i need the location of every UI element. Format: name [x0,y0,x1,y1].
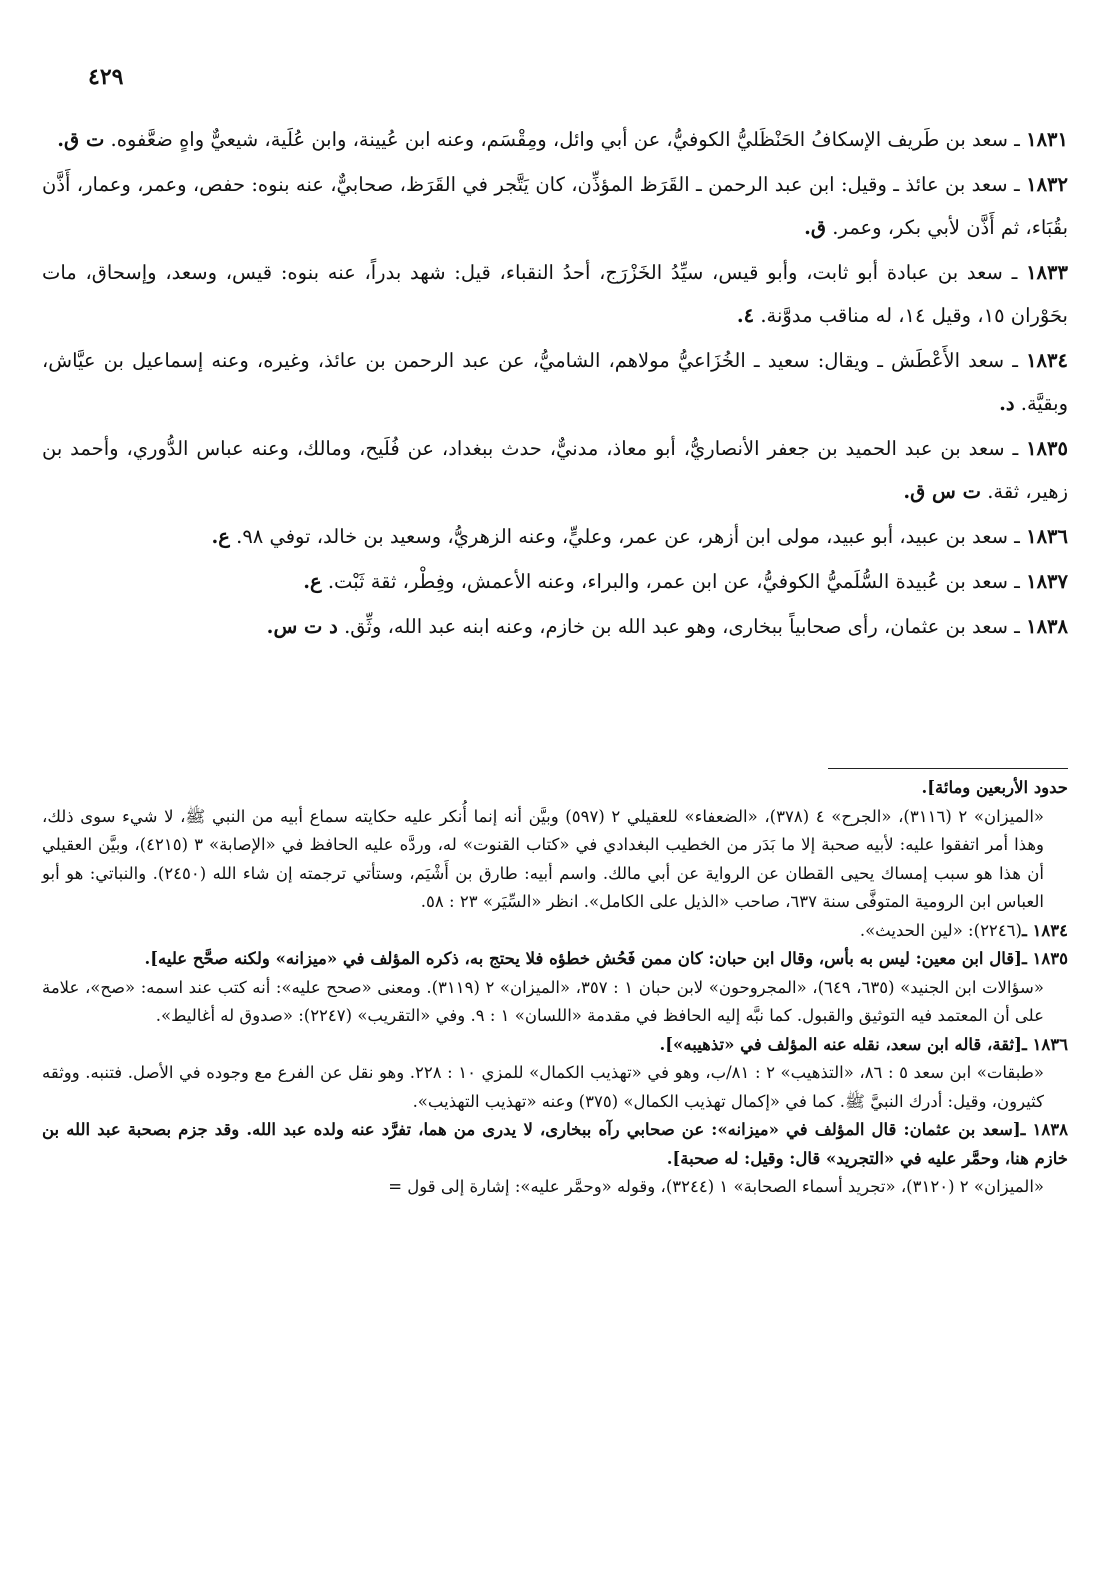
note-number: ١٨٣٥ ـ [1021,949,1068,968]
entry-1837: ١٨٣٧ ـ سعد بن عُبيدة السُّلَميُّ الكوفيُّ، عن ابن عمر، والبراء، وعنه الأعمش، وفِطْر، ثقة ثَبْت. ع. [303,570,1068,593]
entry-1833: ١٨٣٣ ـ سعد بن عبادة أبو ثابت، وأبو قيس، سيِّدُ الخَزْرَج، أحدُ النقباء، قيل: شهد بدراً، عنه بنوه: قيس، وسعد، وإسحاق، مات بحَوْران ١٥، وقيل ١٤، له مناقب مدوَّنة. ٤. [42,261,1068,327]
entry-1836: ١٨٣٦ ـ سعد بن عبيد، أبو عبيد، مولى ابن أزهر، عن عمر، وعليٍّ، وعنه الزهريُّ، وسعيد بن خالد، توفي ٩٨. ع. [211,525,1068,548]
entry-number: ١٨٣١ [1026,128,1068,151]
entry-symbols: د ت س. [266,615,338,638]
entry-text: سعد بن عائذ ـ وقيل: ابن عبد الرحمن ـ القَرَظ المؤذِّن، كان يَتَّجر في القَرَظ، صحابيٌّ، عنه بنوه: حفص، وعمر، وعمار، أَذَّن بقُبَاء، ثم أَذَّن لأبي بكر، وعمر. [42,173,1068,239]
entry-symbols: ع. [211,525,230,548]
entry-text: سعد بن عبادة أبو ثابت، وأبو قيس، سيِّدُ الخَزْرَج، أحدُ النقباء، قيل: شهد بدراً، عنه بنوه: قيس، وسعد، وإسحاق، مات بحَوْران ١٥، وقيل ١٤، له مناقب مدوَّنة. [42,261,1068,327]
entry-number: ١٨٣٢ [1026,173,1068,196]
entry-text: سعد الأَعْطَش ـ ويقال: سعيد ـ الخُزَاعيُّ مولاهم، الشاميُّ، عن عبد الرحمن بن عائذ، وغيره، وعنه إسماعيل بن عيَّاش، وبقيَّة. [42,349,1068,415]
footnote-divider [828,768,1068,769]
entry-text: سعد بن طَريف الإسكافُ الحَنْظَليُّ الكوفيُّ، عن أبي وائل، ومِقْسَم، وعنه ابن عُيينة، وابن عُلَية، شيعيٌّ واهٍ ضعَّفوه. [110,128,1008,151]
entry-1832: ١٨٣٢ ـ سعد بن عائذ ـ وقيل: ابن عبد الرحمن ـ القَرَظ المؤذِّن، كان يَتَّجر في القَرَظ، صحابيٌّ، عنه بنوه: حفص، وعمر، وعمار، أَذَّن بقُبَاء، ثم أَذَّن لأبي بكر، وعمر. ق. [42,173,1068,239]
note-number: ١٨٣٤ ـ [1021,920,1068,940]
note-text: [قال ابن معين: ليس به بأس، وقال ابن حبان: كان ممن فَحُش خطؤه فلا يحتج به، ذكره المؤلف في «ميزانه» ولكنه صحَّح عليه]. [144,949,1022,968]
entry-symbols: ت س ق. [903,480,982,503]
entry-symbols: ٤. [736,304,755,327]
entry-1831: ١٨٣١ ـ سعد بن طَريف الإسكافُ الحَنْظَليُّ الكوفيُّ، عن أبي وائل، ومِقْسَم، وعنه ابن عُيينة، وابن عُلَية، شيعيٌّ واهٍ ضعَّفوه. ت ق. [57,128,1068,151]
entry-text: سعد بن عبد الحميد بن جعفر الأنصاريُّ، أبو معاذ، مدنيٌّ، حدث ببغداد، عن فُلَيح، ومالك، وعنه عباس الدُّوري، وأحمد بن زهير، ثقة. [42,437,1068,503]
entry-symbols: ع. [303,570,322,593]
note-text: (٢٢٤٦): «لين الحديث». [859,920,1022,940]
entry-number: ١٨٣٣ [1026,261,1068,284]
note-number: ١٨٣٦ ـ [1021,1034,1068,1054]
note-text: [سعد بن عثمان: قال المؤلف في «ميزانه»: عن صحابي رآه ببخارى، لا يدرى من هما، تفرَّد عنه ولده عبد الله. وقد جزم بصحبة عبد الله بن خازم هنا، وحمَّر عليه في «التجريد» قال: وقيل: له صحبة]. [42,1120,1068,1168]
entry-text: سعد بن عثمان، رأى صحابياً ببخارى، وهو عبد الله بن خازم، وعنه ابنه عبد الله، وثِّق. [344,615,1008,638]
note-1838-sources: «الميزان» ٢ (٣١٢٠)، «تجريد أسماء الصحابة» ١ (٣٢٤٤)، وقوله «وحمَّر عليه»: إشارة إلى قول = [388,1177,1044,1196]
entry-number: ١٨٣٦ [1026,525,1068,548]
note-1835 [42,945,1068,974]
entry-number: ١٨٣٧ [1026,570,1068,593]
note-1831-sources: «الميزان» ٢ (٣١١٦)، «الجرح» ٤ (٣٧٨)، «الضعفاء» للعقيلي ٢ (٥٩٧) وبيَّن أنه إنما أُنكر عليه حكايته سماع أبيه من النبي ﷺ، لا شيء سوى ذلك، وهذا أمر اتفقوا عليه: لأبيه صحبة إلا ما بَدَر من الخطيب البغدادي في «كتاب القنوت» له، وردَّه عليه الحافظ في «الإصابة» ٣ (٤٢١٥)، وبيَّن العقيلي أن هذا هو سبب إمساك يحيى القطان عن الرواية عن أبي مالك. واسم أبيه: طارق بن أَشْيَم، وستأتي ترجمته إن شاء الله (٢٤٥٠). والنباتي: هو أبو العباس ابن الرومية المتوفَّى سنة ٦٣٧، صاحب «الذيل على الكامل». انظر «السِّيَر» ٢٣ : ٥٨. [42,806,1045,911]
entry-symbols: ق. [804,216,827,239]
note-1836 [42,1031,1068,1060]
note-1838 [42,1116,1068,1173]
entry-1838: ١٨٣٨ ـ سعد بن عثمان، رأى صحابياً ببخارى، وهو عبد الله بن خازم، وعنه ابنه عبد الله، وثِّق. د ت س. [266,615,1068,638]
footnotes [42,774,1068,1202]
note-number: ١٨٣٨ ـ [1020,1120,1068,1139]
entry-text: سعد بن عبيد، أبو عبيد، مولى ابن أزهر، عن عمر، وعليٍّ، وعنه الزهريُّ، وسعيد بن خالد، توفي ٩٨. [236,525,1008,548]
entry-1835: ١٨٣٥ ـ سعد بن عبد الحميد بن جعفر الأنصاريُّ، أبو معاذ، مدنيٌّ، حدث ببغداد، عن فُلَيح، ومالك، وعنه عباس الدُّوري، وأحمد بن زهير، ثقة. ت س ق. [42,437,1068,503]
entry-number: ١٨٣٥ [1026,437,1068,460]
main-entries [42,118,1068,650]
note-text: [ثقة، قاله ابن سعد، نقله عنه المؤلف في «تذهيبه»]. [659,1034,1022,1054]
note-1835-sources: «سؤالات ابن الجنيد» (٦٣٥، ٦٤٩)، «المجروحون» لابن حبان ١ : ٣٥٧، «الميزان» ٢ (٣١١٩). ومعنى «صحح عليه»: أنه كتب عند اسمه: «صح»، علامة على أن المعتمد فيه التوثيق والقبول. كما نبَّه إليه الحافظ في مقدمة «اللسان» ١ : ٩. وفي «التقريب» (٢٢٤٧): «صدوق له أغاليط». [42,977,1044,1025]
note-1834 [42,917,1068,946]
entry-symbols: ت ق. [57,128,105,151]
entry-text: سعد بن عُبيدة السُّلَميُّ الكوفيُّ، عن ابن عمر، والبراء، وعنه الأعمش، وفِطْر، ثقة ثَبْت. [327,570,1008,593]
entry-number: ١٨٣٤ [1026,349,1068,372]
entry-number: ١٨٣٨ [1026,615,1068,638]
entry-1834: ١٨٣٤ ـ سعد الأَعْطَش ـ ويقال: سعيد ـ الخُزَاعيُّ مولاهم، الشاميُّ، عن عبد الرحمن بن عائذ، وغيره، وعنه إسماعيل بن عيَّاش، وبقيَّة. د. [42,349,1068,415]
entry-symbols: د. [999,392,1015,415]
note-continuation: حدود الأربعين ومائة]. [921,778,1068,797]
note-1836-sources: «طبقات» ابن سعد ٥ : ٨٦، «التذهيب» ٢ : ٨١/ب، وهو في «تهذيب الكمال» للمزي ١٠ : ٢٢٨. وهو نقل عن الفرع مع وجوده في الأصل. فتنبه. ووثقه كثيرون، وقيل: أدرك النبيَّ ﷺ. كما في «إكمال تهذيب الكمال» (٣٧٥) وعنه «تهذيب التهذيب». [42,1063,1044,1111]
page-number: ٤٢٩ [88,64,124,90]
